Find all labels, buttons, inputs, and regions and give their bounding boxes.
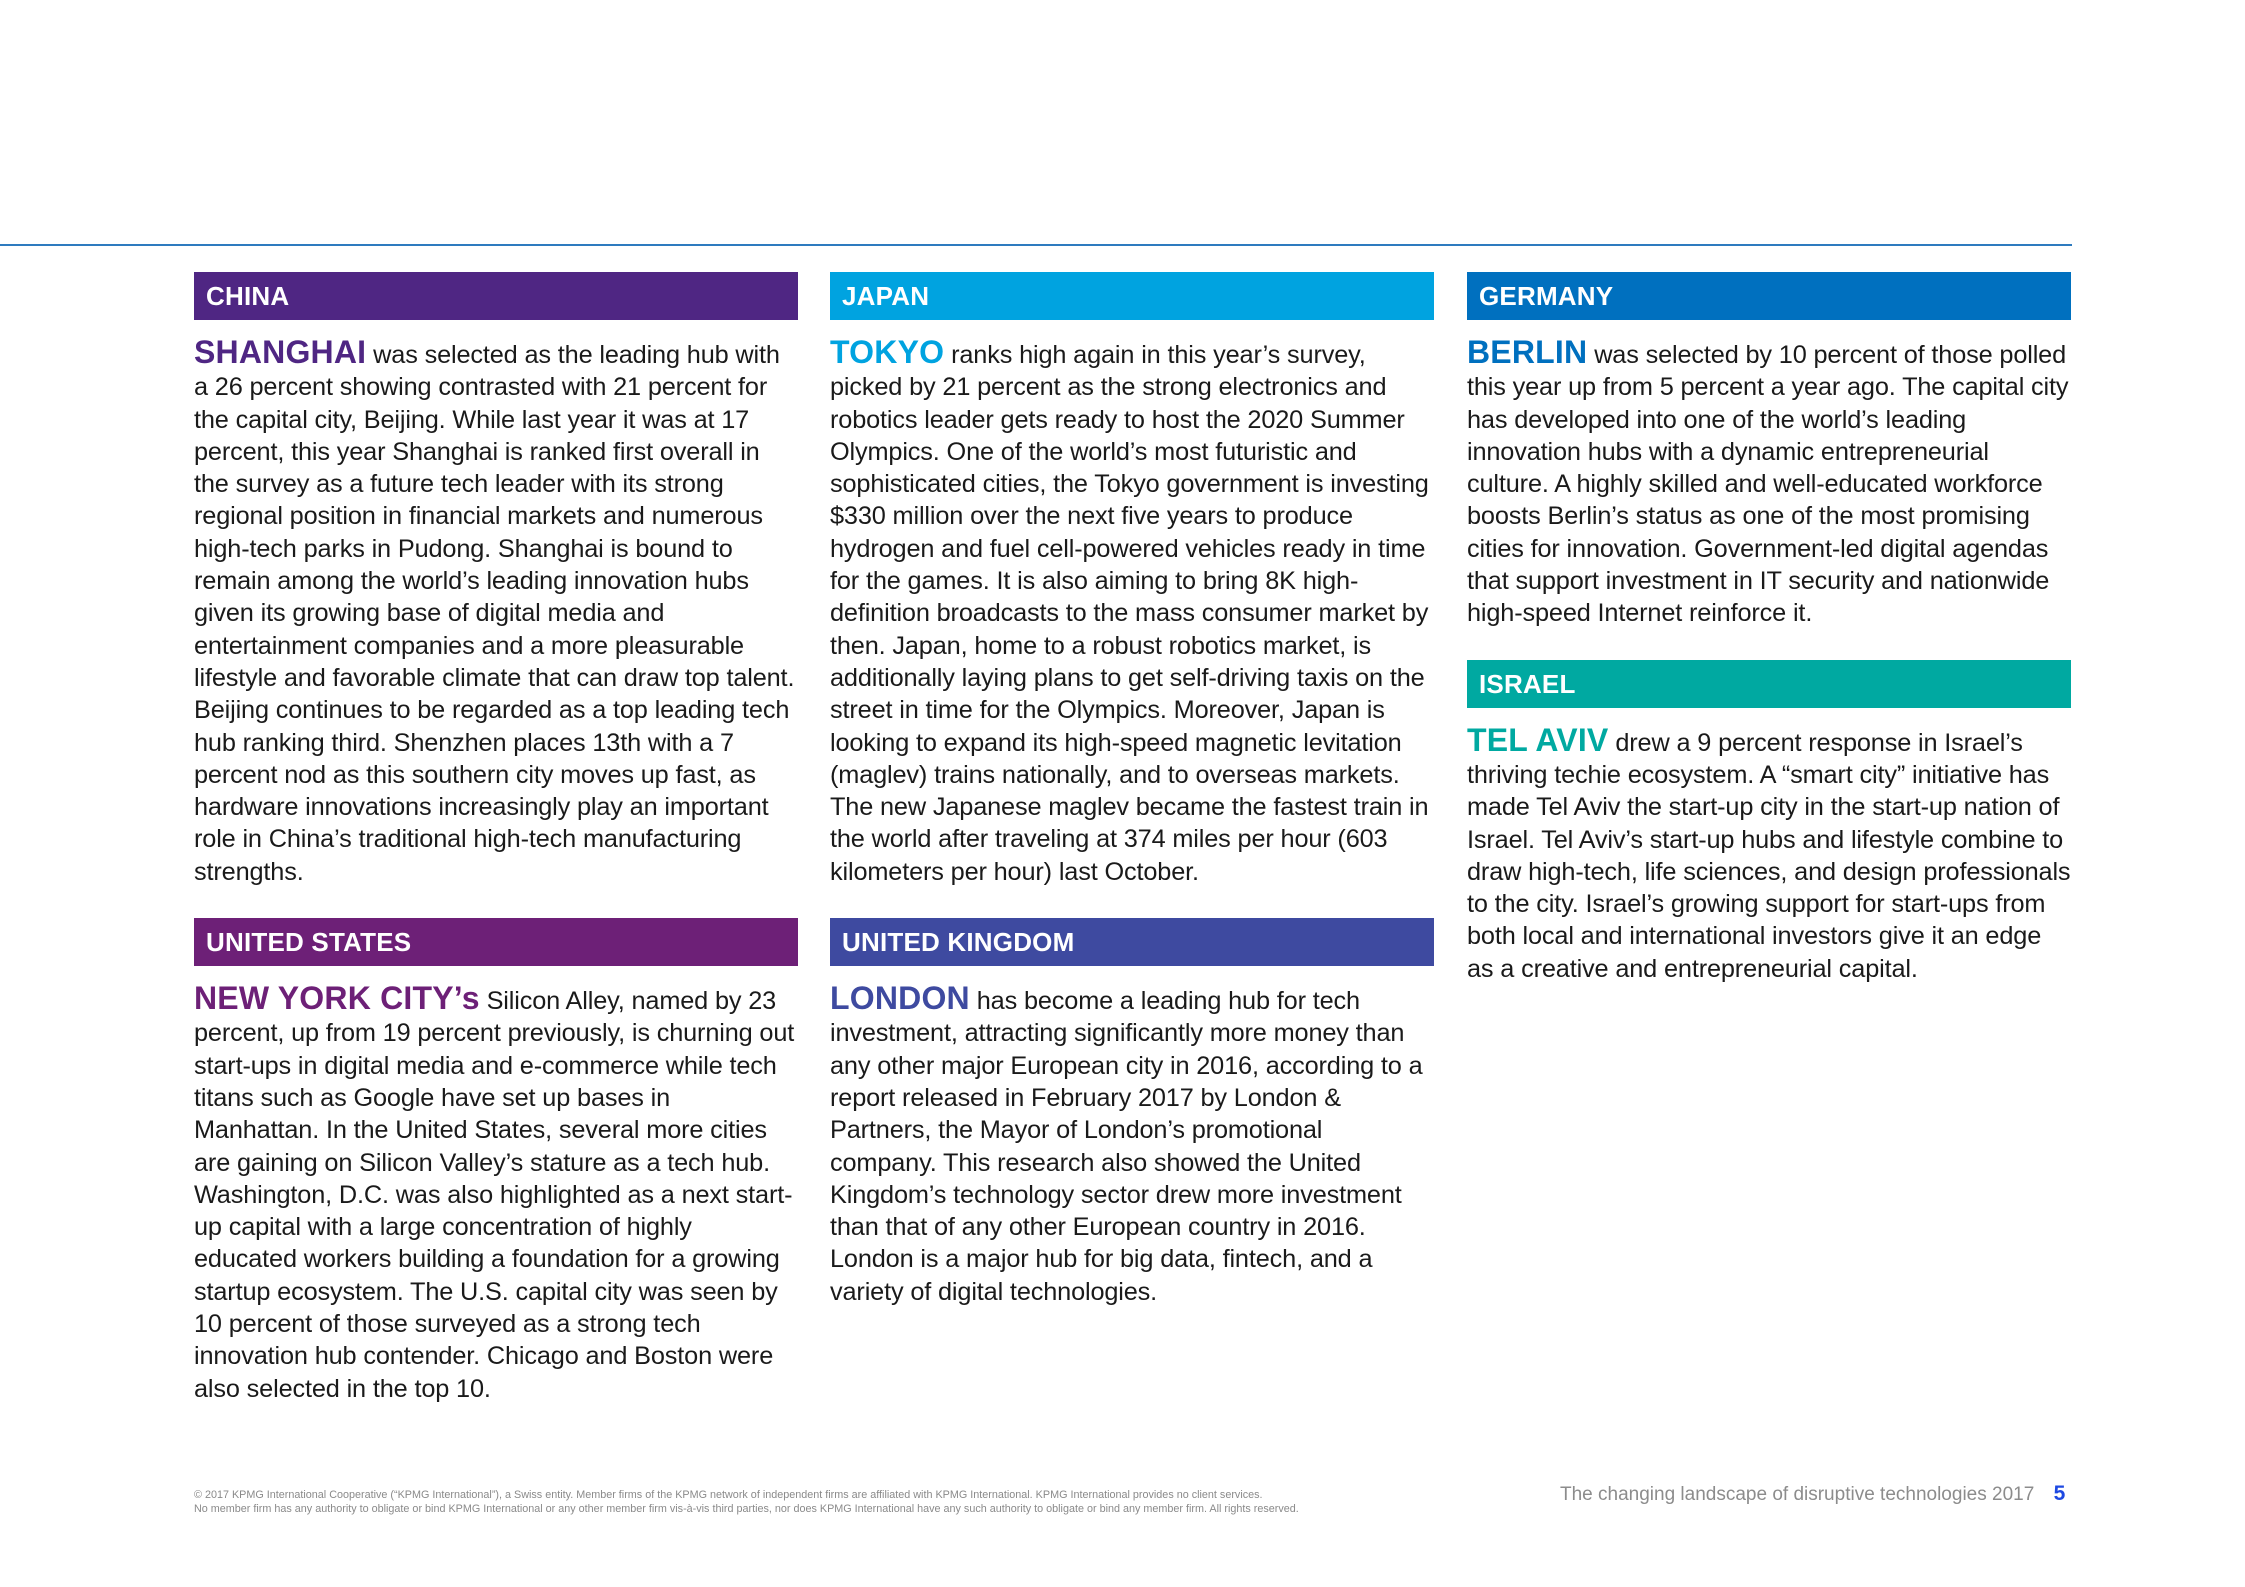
header-rule	[0, 244, 2072, 246]
japan-city: TOKYO	[830, 334, 945, 370]
footer-legal-line-1: © 2017 KPMG International Cooperative (“KPMG International”), a Swiss entity. Member firms of the KPMG network of independent firms are affiliated with KPMG International. KPMG International provides no client services.	[194, 1489, 1263, 1501]
footer-legal	[194, 1488, 1464, 1516]
japan-heading: JAPAN	[830, 272, 1434, 320]
column-3	[1467, 272, 2071, 1015]
israel-body	[1467, 721, 2071, 985]
united-states-heading: UNITED STATES	[194, 918, 798, 966]
column-1	[194, 272, 798, 1435]
united-kingdom-heading: UNITED KINGDOM	[830, 918, 1434, 966]
united-states-text: Silicon Alley, named by 23 percent, up from 19 percent previously, is churning out start-ups in digital media and e-commerce while tech titans such as Google have set up bases in Manhattan. In the United States, several more cities are gaining on Silicon Valley’s stature as a tech hub. Washington, D.C. was also highlighted as a next start-up capital with a large concentration of highly educated workers building a foundation for a growing startup ecosystem. The U.S. capital city was seen by 10 percent of those surveyed as a strong tech innovation hub contender. Chicago and Boston were also selected in the top 10.	[194, 987, 795, 1403]
united-states-body	[194, 982, 798, 1405]
footer-report-title: The changing landscape of disruptive technologies	[1560, 1484, 1987, 1505]
china-body	[194, 336, 798, 888]
japan-text: ranks high again in this year’s survey, picked by 21 percent as the strong electronics and robotics leader gets ready to host the 2020 Summer Olympics. One of the world’s most futuristic and sophisticated cities, the Tokyo government is investing $330 million over the next five years to produce hydrogen and fuel cell-powered vehicles ready in time for the games. It is also aiming to bring 8K high-definition broadcasts to the mass consumer market by then. Japan, home to a robust robotics market, is additionally laying plans to get self-driving taxis on the street in time for the Olympics. Moreover, Japan is looking to expand its high-speed magnetic levitation (maglev) trains nationally, and to overseas markets. The new Japanese maglev became the fastest train in the world after traveling at 374 miles per hour (603 kilometers per hour) last October.	[830, 341, 1429, 886]
section-united-kingdom	[830, 918, 1434, 1308]
germany-body	[1467, 336, 2071, 630]
section-germany	[1467, 272, 2071, 630]
united-kingdom-body	[830, 982, 1434, 1308]
footer-report-info	[1560, 1482, 2065, 1506]
united-states-city: NEW YORK CITY’s	[194, 980, 480, 1017]
israel-heading: ISRAEL	[1467, 660, 2071, 708]
united-kingdom-city: LONDON	[830, 980, 970, 1017]
section-israel	[1467, 660, 2071, 985]
germany-heading: GERMANY	[1467, 272, 2071, 320]
israel-text: drew a 9 percent response in Israel’s thriving techie ecosystem. A “smart city” initiative has made Tel Aviv the start-up city in the start-up nation of Israel. Tel Aviv’s start-up hubs and lifestyle combine to draw high-tech, life sciences, and design professionals to the city. Israel’s growing support for start-ups from both local and international investors give it an edge as a creative and entrepreneurial capital.	[1467, 728, 2071, 983]
section-japan	[830, 272, 1434, 888]
china-text: was selected as the leading hub with a 26 percent showing contrasted with 21 percent for the capital city, Beijing. While last year it was at 17 percent, this year Shanghai is ranked first overall in the survey as a future tech leader with its strong regional position in financial markets and numerous high-tech parks in Pudong. Shanghai is bound to remain among the world’s leading innovation hubs given its growing base of digital media and entertainment companies and a more pleasurable lifestyle and favorable climate that can draw top talent. Beijing continues to be regarded as a top leading tech hub ranking third. Shenzhen places 13th with a 7 percent nod as this southern city moves up fast, as hardware innovations increasingly play an important role in China’s traditional high-tech manufacturing strengths.	[194, 341, 795, 886]
germany-city: BERLIN	[1467, 334, 1588, 370]
page-number: 5	[2053, 1482, 2066, 1505]
china-city: SHANGHAI	[194, 334, 367, 370]
israel-city: TEL AVIV	[1467, 721, 1609, 758]
japan-body	[830, 336, 1434, 888]
footer-legal-line-2: No member firm has any authority to obligate or bind KPMG International or any other member firm vis-à-vis third parties, nor does KPMG International have any such authority to obligate or bind any member firm. All rights reserved.	[194, 1503, 1299, 1515]
germany-text: was selected by 10 percent of those polled this year up from 5 percent a year ago. The capital city has developed into one of the world’s leading innovation hubs with a dynamic entrepreneurial culture. A highly skilled and well-educated workforce boosts Berlin’s status as one of the most promising cities for innovation. Government-led digital agendas that support investment in IT security and nationwide high-speed Internet reinforce it.	[1467, 341, 2069, 628]
footer-year: 2017	[1992, 1484, 2035, 1505]
united-kingdom-text: has become a leading hub for tech investment, attracting significantly more money than any other major European city in 2016, according to a report released in February 2017 by London & Partners, the Mayor of London’s promotional company. This research also showed the United Kingdom’s technology sector drew more investment than that of any other European country in 2016. London is a major hub for big data, fintech, and a variety of digital technologies.	[830, 987, 1423, 1306]
column-2	[830, 272, 1434, 1338]
section-united-states	[194, 918, 798, 1405]
china-heading: CHINA	[194, 272, 798, 320]
section-china	[194, 272, 798, 888]
